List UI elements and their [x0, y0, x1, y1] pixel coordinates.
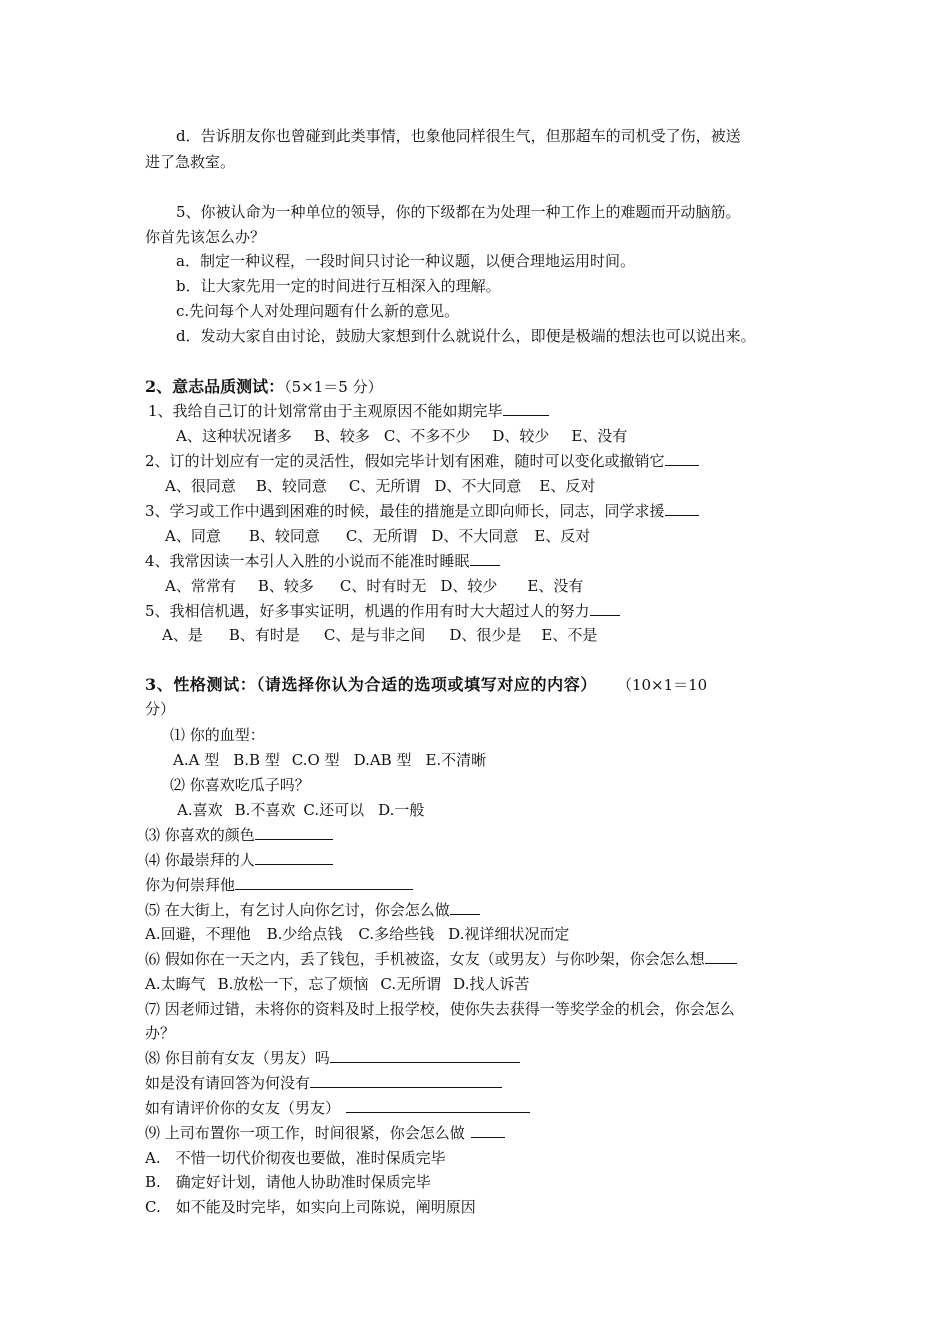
section3-score-line2: 分）: [145, 700, 176, 718]
option[interactable]: B、较同意: [248, 527, 320, 545]
section3-score: （10×1＝10: [616, 676, 708, 694]
answer-blank[interactable]: [590, 601, 620, 616]
option[interactable]: A、是: [162, 626, 203, 644]
option[interactable]: D.一般: [378, 801, 425, 819]
option[interactable]: C、无所谓: [348, 477, 421, 495]
option[interactable]: D.视详细状况而定: [448, 925, 570, 943]
section3-title: 3、性格测试：（请选择你认为合适的选项或填写对应的内容）: [145, 675, 597, 694]
option[interactable]: B.放松一下，忘了烦恼: [217, 975, 369, 993]
s2-q1: [148, 400, 549, 422]
option[interactable]: B、较多: [257, 577, 314, 595]
answer-blank[interactable]: [330, 1048, 520, 1063]
option[interactable]: C.多给些钱: [358, 925, 435, 943]
option[interactable]: C、无所谓: [345, 527, 418, 545]
s3-q8: [145, 1047, 520, 1069]
q5-option-c: c.先问每个人对处理问题有什么新的意见。: [176, 302, 460, 320]
s3-q3-text: ⑶ 你喜欢的颜色: [145, 826, 255, 844]
s3-q8b-text: 如是没有请回答为何没有: [145, 1074, 311, 1092]
section2-title: 2、意志品质测试：: [145, 377, 285, 396]
option[interactable]: E、反对: [534, 527, 591, 545]
s3-q9-option-b[interactable]: B. 确定好计划，请他人协助准时保质完毕: [145, 1173, 431, 1191]
q5-question-line1: 5、你被认命为一种单位的领导，你的下级都在为处理一种工作上的难题而开动脑筋。: [176, 203, 741, 221]
answer-blank[interactable]: [346, 1098, 530, 1113]
s2-q4-text: 4、我常因读一本引人入胜的小说而不能准时睡眠: [145, 552, 470, 570]
s2-q2-options: [165, 475, 595, 497]
s3-q6: [145, 948, 737, 970]
s3-q4-text: ⑷ 你最崇拜的人: [145, 851, 255, 869]
answer-blank[interactable]: [503, 401, 549, 416]
q5-option-b: b．让大家先用一定的时间进行互相深入的理解。: [176, 277, 501, 295]
option[interactable]: C、时有时无: [339, 577, 427, 595]
option[interactable]: A、这种状况诸多: [176, 427, 292, 445]
s3-q9-option-c[interactable]: C. 如不能及时完毕，如实向上司陈说，阐明原因: [145, 1198, 476, 1216]
s3-q8c: [145, 1097, 530, 1119]
answer-blank[interactable]: [665, 501, 699, 516]
section2-score: （5×1＝5 分）: [284, 378, 383, 396]
option[interactable]: A.A 型: [173, 751, 220, 769]
option[interactable]: E.不清晰: [425, 751, 487, 769]
option[interactable]: D、较少: [492, 427, 550, 445]
s3-q1-options: [173, 749, 486, 771]
s2-q3-text: 3、学习或工作中遇到困难的时候，最佳的措施是立即向师长，同志，同学求援: [145, 502, 665, 520]
option[interactable]: D、较少: [440, 577, 498, 595]
option[interactable]: D、不大同意: [434, 477, 522, 495]
s3-q7-line2: 办？: [145, 1024, 176, 1042]
answer-blank[interactable]: [255, 850, 333, 865]
option[interactable]: C.O 型: [291, 751, 340, 769]
s2-q5: [145, 600, 620, 622]
option[interactable]: A、常常有: [165, 577, 236, 595]
s2-q4-options: [165, 575, 583, 597]
option[interactable]: D.AB 型: [353, 751, 412, 769]
option[interactable]: E、反对: [539, 477, 596, 495]
answer-blank[interactable]: [705, 949, 737, 964]
option[interactable]: A.太晦气: [145, 975, 206, 993]
section3-heading: [145, 674, 707, 696]
s2-q2: [145, 450, 699, 472]
q4-option-d-line1: d．告诉朋友你也曾碰到此类事情，也象他同样很生气，但那超车的司机受了伤，被送: [176, 127, 741, 145]
s3-q5: [145, 899, 480, 921]
s3-q5-text: ⑸ 在大街上，有乞讨人向你乞讨，你会怎么做: [145, 901, 450, 919]
answer-blank[interactable]: [255, 825, 333, 840]
s3-q9: [145, 1122, 505, 1144]
section2-heading: [145, 376, 383, 398]
option[interactable]: C.无所谓: [380, 975, 442, 993]
option[interactable]: E、没有: [571, 427, 628, 445]
s2-q3: [145, 500, 699, 522]
option[interactable]: C.还可以: [303, 801, 365, 819]
s2-q3-options: [165, 525, 590, 547]
option[interactable]: E、不是: [541, 626, 598, 644]
s3-q4b-text: 你为何崇拜他: [145, 876, 236, 894]
s3-q3: [145, 824, 333, 846]
answer-blank[interactable]: [471, 1123, 505, 1138]
q5-option-a: a．制定一种议程，一段时间只讨论一种议题，以便合理地运用时间。: [176, 252, 635, 270]
s2-q5-text: 5、我相信机遇，好多事实证明，机遇的作用有时大大超过人的努力: [145, 602, 590, 620]
s2-q1-options: [176, 425, 627, 447]
option[interactable]: A、同意: [165, 527, 221, 545]
answer-blank[interactable]: [450, 900, 480, 915]
option[interactable]: B.少给点钱: [266, 925, 343, 943]
option[interactable]: D.找人诉苦: [453, 975, 530, 993]
answer-blank[interactable]: [470, 551, 500, 566]
answer-blank[interactable]: [235, 875, 413, 890]
s3-q2: ⑵ 你喜欢吃瓜子吗？: [170, 776, 310, 794]
s3-q8-text: ⑻ 你目前有女友（男友）吗: [145, 1049, 330, 1067]
option[interactable]: A、很同意: [165, 477, 236, 495]
s3-q5-options: [145, 923, 569, 945]
s2-q5-options: [162, 624, 597, 646]
s3-q8c-text: 如有请评价你的女友（男友）: [145, 1099, 341, 1117]
option[interactable]: B.不喜欢: [234, 801, 296, 819]
option[interactable]: B、较多: [313, 427, 370, 445]
answer-blank[interactable]: [665, 451, 699, 466]
option[interactable]: E、没有: [527, 577, 584, 595]
s3-q4b: [145, 874, 413, 896]
s2-q2-text: 2、订的计划应有一定的灵活性，假如完毕计划有困难，随时可以变化或撤销它: [145, 452, 665, 470]
s3-q6-text: ⑹ 假如你在一天之内，丢了钱包，手机被盗，女友（或男友）与你吵架，你会怎么想: [145, 950, 705, 968]
option[interactable]: D、不大同意: [431, 527, 519, 545]
q5-option-d: d．发动大家自由讨论，鼓励大家想到什么就说什么，即便是极端的想法也可以说出来。: [176, 327, 756, 345]
s2-q4: [145, 550, 500, 572]
s3-q1: ⑴ 你的血型：: [170, 726, 265, 744]
s3-q2-options: [177, 799, 424, 821]
s3-q4: [145, 849, 333, 871]
s3-q7-line1: ⑺ 因老师过错，未将你的资料及时上报学校，使你失去获得一等奖学金的机会，你会怎么: [145, 1000, 735, 1018]
option[interactable]: C、是与非之间: [323, 626, 426, 644]
s3-q6-options: [145, 973, 529, 995]
q5-question-line2: 你首先该怎么办？: [145, 228, 266, 246]
option[interactable]: B、较同意: [255, 477, 327, 495]
option[interactable]: B、有时是: [228, 626, 300, 644]
answer-blank[interactable]: [310, 1073, 502, 1088]
option[interactable]: A.回避，不理他: [145, 925, 251, 943]
option[interactable]: A.喜欢: [177, 801, 223, 819]
s2-q1-text: 1、我给自己订的计划常常由于主观原因不能如期完毕: [148, 402, 503, 420]
s3-q8b: [145, 1072, 502, 1094]
s3-q9-text: ⑼ 上司布置你一项工作，时间很紧，你会怎么做: [145, 1124, 465, 1142]
option[interactable]: B.B 型: [233, 751, 280, 769]
option[interactable]: D、很少是: [449, 626, 522, 644]
option[interactable]: C、不多不少: [383, 427, 471, 445]
s3-q9-option-a[interactable]: A. 不惜一切代价彻夜也要做，准时保质完毕: [145, 1149, 446, 1167]
q4-option-d-line2: 进了急救室。: [145, 153, 236, 171]
